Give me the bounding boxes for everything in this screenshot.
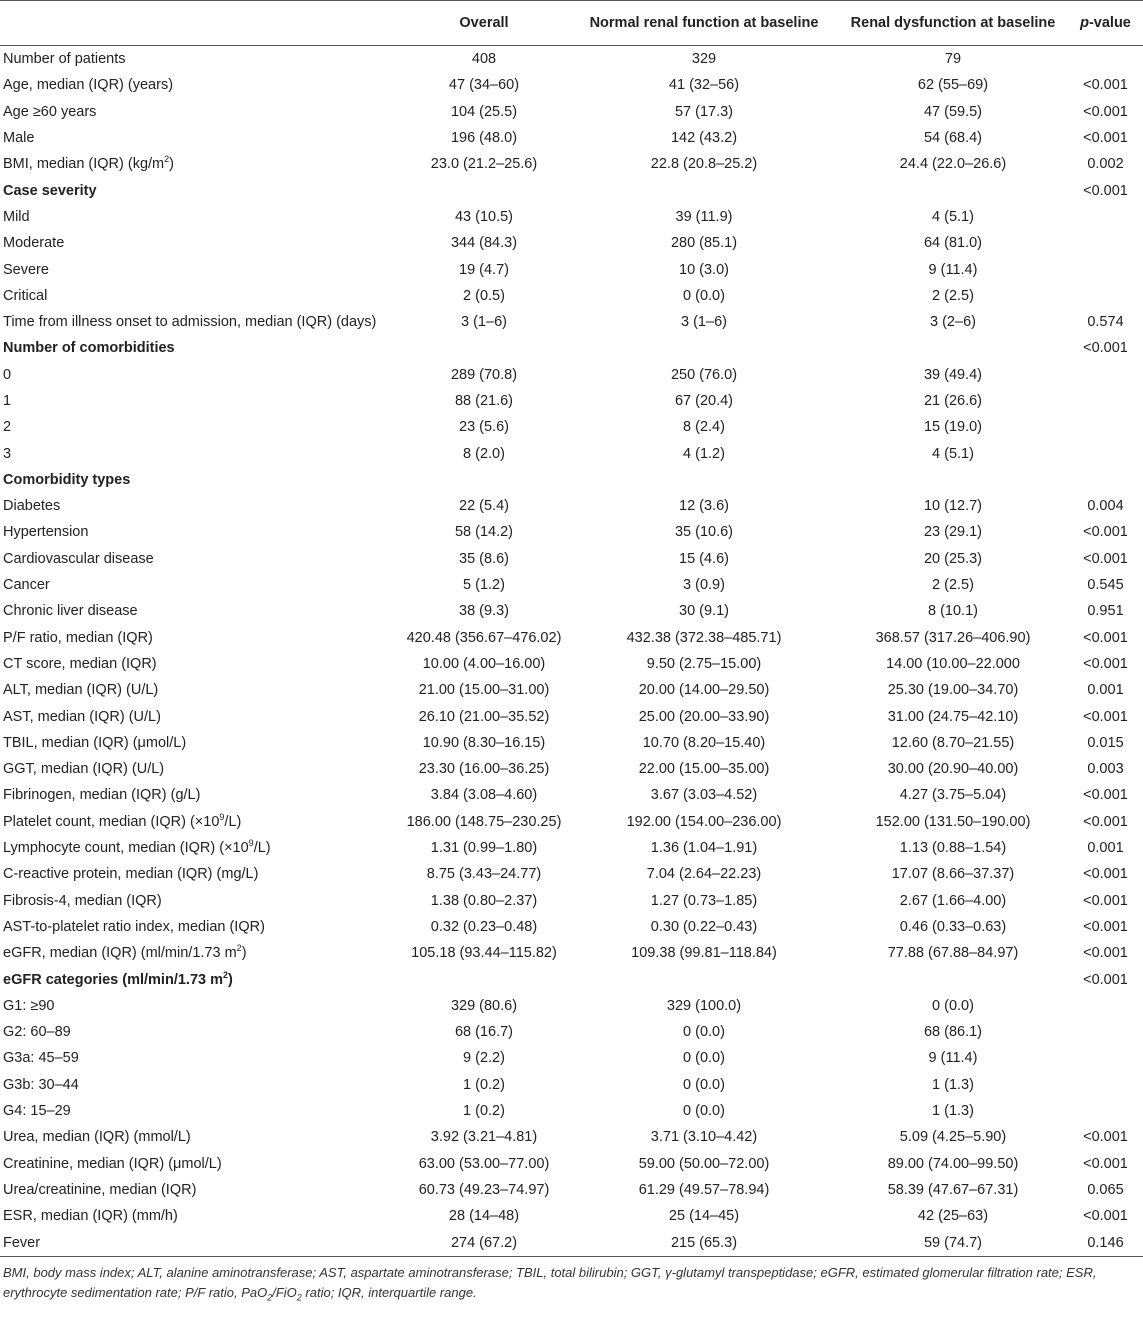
row-label: G3b: 30–44 [3, 1076, 79, 1093]
cell-normal-renal: 57 (17.3) [674, 103, 734, 120]
cell-renal-dysfunction: 25.30 (19.00–34.70) [887, 682, 1019, 699]
cell-normal-renal: 3.67 (3.03–4.52) [650, 787, 758, 804]
cell-overall [398, 177, 570, 203]
cell-normal-renal: 1.36 (1.04–1.91) [650, 840, 758, 857]
cell-renal-dysfunction: 4 (5.1) [932, 445, 974, 462]
row-label: Urea, median (IQR) (mmol/L) [3, 1129, 191, 1146]
row-label: Fibrosis-4, median (IQR) [3, 892, 162, 909]
table-row [0, 1045, 1143, 1071]
cell-renal-dysfunction: 5.09 (4.25–5.90) [899, 1129, 1007, 1146]
cell-renal-dysfunction [838, 966, 1068, 992]
row-label: Critical [3, 287, 48, 304]
table-row [0, 151, 1143, 177]
table-row [0, 914, 1143, 940]
cell-p-value [1068, 230, 1143, 256]
cell-renal-dysfunction: 20 (25.3) [923, 550, 983, 567]
cell-p-value: <0.001 [1083, 945, 1128, 962]
cell-renal-dysfunction: 4.27 (3.75–5.04) [899, 787, 1007, 804]
cell-p-value: <0.001 [1083, 103, 1128, 120]
row-label: P/F ratio, median (IQR) [3, 629, 153, 646]
row-label: AST-to-platelet ratio index, median (IQR) [3, 918, 265, 935]
cell-renal-dysfunction: 4 (5.1) [932, 208, 974, 225]
cell-overall: 3.92 (3.21–4.81) [430, 1129, 538, 1146]
cell-renal-dysfunction: 42 (25–63) [917, 1208, 989, 1225]
cell-overall: 289 (70.8) [450, 366, 518, 383]
header-row [0, 1, 1143, 46]
cell-normal-renal: 61.29 (49.57–78.94) [638, 1181, 770, 1198]
cell-normal-renal: 4 (1.2) [683, 445, 725, 462]
cell-overall: 35 (8.6) [459, 550, 509, 567]
cell-normal-renal: 41 (32–56) [668, 77, 740, 94]
table-row [0, 1019, 1143, 1045]
table-row [0, 1124, 1143, 1150]
row-label: eGFR, median (IQR) (ml/min/1.73 $m^2$) [3, 943, 247, 962]
cell-overall: 2 (0.5) [463, 287, 505, 304]
cell-renal-dysfunction: 0 (0.0) [932, 997, 974, 1014]
cell-overall: 58 (14.2) [454, 524, 514, 541]
cell-renal-dysfunction: 10 (12.7) [923, 498, 983, 515]
cell-overall: 1.31 (0.99–1.80) [430, 840, 538, 857]
cell-overall: 408 [471, 51, 497, 68]
cell-normal-renal: 215 (65.3) [570, 1229, 838, 1256]
table-row [0, 125, 1143, 151]
row-label: Fibrinogen, median (IQR) (g/L) [3, 787, 201, 804]
cell-renal-dysfunction: 31.00 (24.75–42.10) [887, 708, 1019, 725]
row-label: Male [3, 130, 35, 147]
table-row [0, 809, 1143, 835]
table-row [0, 1229, 1143, 1256]
row-label: Platelet count, median (IQR) $(\times 10^9/L)$ [3, 811, 242, 830]
table-row [0, 677, 1143, 703]
cell-normal-renal: 10 (3.0) [679, 261, 729, 278]
cell-renal-dysfunction: 89.00 (74.00–99.50) [887, 1155, 1019, 1172]
row-label: G1: ≥90 [3, 997, 55, 1014]
cell-overall: 196 (48.0) [450, 130, 518, 147]
cell-normal-renal: 0 (0.0) [683, 287, 725, 304]
cell-p-value: <0.001 [1083, 892, 1128, 909]
table-row [0, 388, 1143, 414]
cell-p-value: 0.574 [1087, 314, 1124, 331]
cell-overall [398, 966, 570, 992]
table-row [0, 177, 1143, 203]
cell-overall: 19 (4.7) [459, 261, 509, 278]
cell-p-value: <0.001 [1083, 918, 1128, 935]
cell-renal-dysfunction: 54 (68.4) [923, 130, 983, 147]
cell-renal-dysfunction: 64 (81.0) [923, 235, 983, 252]
row-label: Chronic liver disease [3, 603, 138, 620]
table-row [0, 966, 1143, 992]
table-row [0, 309, 1143, 335]
row-label: 3 [3, 445, 12, 462]
cell-p-value [1068, 256, 1143, 282]
cell-p-value: <0.001 [1083, 1208, 1128, 1225]
cell-p-value [1068, 1098, 1143, 1124]
cell-normal-renal: 59.00 (50.00–72.00) [638, 1155, 770, 1172]
cell-normal-renal: 0 (0.0) [683, 1050, 725, 1067]
cell-renal-dysfunction [838, 335, 1068, 361]
table-row [0, 46, 1143, 73]
cell-overall: 0.32 (0.23–0.48) [430, 918, 538, 935]
table-row [0, 467, 1143, 493]
cell-normal-renal: 3 (0.9) [683, 577, 725, 594]
row-label: Time from illness onset to admission, median (IQR) (days) [3, 314, 377, 331]
cell-p-value [1068, 993, 1143, 1019]
cell-p-value: <0.001 [1083, 787, 1128, 804]
row-label: Cardiovascular disease [3, 550, 154, 567]
cell-renal-dysfunction: 79 [944, 51, 962, 68]
cell-normal-renal: 1.27 (0.73–1.85) [650, 892, 758, 909]
cell-renal-dysfunction: 152.00 (131.50–190.00) [875, 813, 1031, 830]
cell-normal-renal: 9.50 (2.75–15.00) [646, 655, 762, 672]
row-label: Cancer [3, 577, 50, 594]
table-row [0, 414, 1143, 440]
row-label: TBIL, median (IQR) (μmol/L) [3, 734, 187, 751]
cell-normal-renal [570, 177, 838, 203]
table-row [0, 204, 1143, 230]
cell-overall: 28 (14–48) [448, 1208, 520, 1225]
cell-p-value: <0.001 [1083, 971, 1128, 988]
row-label: C-reactive protein, median (IQR) (mg/L) [3, 866, 259, 883]
cell-normal-renal: 39 (11.9) [675, 208, 733, 225]
cell-p-value [1068, 204, 1143, 230]
cell-overall: 22 (5.4) [459, 498, 509, 515]
cell-overall: 88 (21.6) [454, 393, 514, 409]
table-row [0, 730, 1143, 756]
cell-p-value: 0.015 [1087, 734, 1124, 751]
row-label: Comorbidity types [3, 471, 131, 488]
table-row [0, 256, 1143, 282]
cell-renal-dysfunction: 9 (11.4) [928, 1050, 978, 1067]
cell-p-value [1068, 1019, 1143, 1045]
cell-p-value: 0.001 [1087, 840, 1124, 857]
row-label: Lymphocyte count, median (IQR) $(\times 10^9/L)$ [3, 838, 271, 857]
cell-normal-renal: 3.71 (3.10–4.42) [650, 1129, 758, 1146]
cell-p-value: 0.951 [1087, 603, 1124, 620]
cell-p-value [1068, 388, 1143, 414]
cell-p-value: <0.001 [1083, 655, 1128, 672]
row-label: ALT, median (IQR) (U/L) [3, 682, 159, 699]
cell-renal-dysfunction: 58.39 (47.67–67.31) [887, 1181, 1019, 1198]
cell-overall: 1 (0.2) [463, 1076, 505, 1093]
table-row [0, 940, 1143, 966]
cell-p-value: 0.065 [1087, 1181, 1124, 1198]
cell-normal-renal: 22.00 (15.00–35.00) [638, 761, 770, 778]
cell-p-value: <0.001 [1083, 1155, 1128, 1172]
cell-p-value [1068, 46, 1143, 73]
cell-normal-renal: 30 (9.1) [679, 603, 729, 620]
cell-normal-renal: 25 (14–45) [668, 1208, 740, 1225]
cell-normal-renal: 0.30 (0.22–0.43) [650, 918, 758, 935]
row-label: 1 [3, 393, 12, 409]
table-row [0, 72, 1143, 98]
row-label: Severe [3, 261, 49, 278]
cell-p-value [1068, 1072, 1143, 1098]
table-row [0, 1150, 1143, 1176]
cell-overall: 9 (2.2) [463, 1050, 505, 1067]
cell-renal-dysfunction: 24.4 (22.0–26.6) [899, 156, 1007, 173]
cell-overall: 3 (1–6) [461, 314, 507, 331]
table-row [0, 1177, 1143, 1203]
row-label: Number of comorbidities [3, 340, 175, 357]
cell-renal-dysfunction: 2 (2.5) [932, 287, 974, 304]
cell-overall: 5 (1.2) [463, 577, 505, 594]
cell-overall: 23 (5.6) [459, 419, 509, 436]
table-row [0, 283, 1143, 309]
cell-p-value: <0.001 [1083, 524, 1128, 541]
cell-normal-renal [570, 467, 838, 493]
cell-renal-dysfunction: 21 (26.6) [923, 393, 983, 409]
cell-p-value: 0.004 [1087, 498, 1124, 515]
cell-normal-renal: 0 (0.0) [683, 1103, 725, 1120]
cell-renal-dysfunction: 23 (29.1) [923, 524, 983, 541]
row-label: Diabetes [3, 498, 61, 515]
cell-overall: 23.0 (21.2–25.6) [430, 156, 538, 173]
cell-p-value [1068, 1045, 1143, 1071]
cell-overall: 10.00 (4.00–16.00) [422, 655, 546, 672]
cell-normal-renal: 250 (76.0) [670, 366, 738, 383]
cell-normal-renal: 35 (10.6) [674, 524, 734, 541]
cell-p-value: <0.001 [1083, 1129, 1128, 1146]
row-label: G3a: 45–59 [3, 1050, 79, 1067]
cell-overall: 23.30 (16.00–36.25) [418, 761, 550, 778]
row-label: Hypertension [3, 524, 89, 541]
cell-overall: 105.18 (93.44–115.82) [411, 945, 557, 962]
row-label: eGFR categories (ml/min/1.73 $m^2$) [3, 969, 233, 988]
cell-p-value: <0.001 [1083, 813, 1128, 830]
table-row [0, 835, 1143, 861]
cell-overall: 63.00 (53.00–77.00) [418, 1155, 550, 1172]
cell-overall: 60.73 (49.23–74.97) [418, 1181, 550, 1198]
cell-normal-renal: 142 (43.2) [670, 130, 738, 147]
cell-p-value: 0.545 [1087, 577, 1124, 594]
cell-overall: 186.00 (148.75–230.25) [406, 813, 562, 830]
cell-renal-dysfunction: 1 (1.3) [932, 1076, 974, 1093]
cell-p-value: <0.001 [1083, 629, 1128, 646]
cell-renal-dysfunction: 3 (2–6) [930, 314, 976, 331]
cell-p-value: <0.001 [1083, 866, 1128, 883]
cell-p-value: <0.001 [1083, 550, 1128, 567]
cell-normal-renal: 0 (0.0) [683, 1076, 725, 1093]
cell-normal-renal: 109.38 (99.81–118.84) [631, 945, 777, 962]
table-row [0, 546, 1143, 572]
cell-overall: 8 (2.0) [463, 445, 505, 462]
cell-overall: 47 (34–60) [448, 77, 520, 94]
row-label: Number of patients [3, 51, 126, 68]
cell-overall: 420.48 (356.67–476.02) [406, 629, 562, 646]
cell-overall: 104 (25.5) [450, 103, 518, 120]
table-row [0, 861, 1143, 887]
cell-normal-renal: 20.00 (14.00–29.50) [638, 682, 770, 699]
cell-normal-renal: 432.38 (372.38–485.71) [626, 629, 782, 646]
cell-normal-renal: 12 (3.6) [679, 498, 729, 515]
row-label: Creatinine, median (IQR) (μmol/L) [3, 1155, 222, 1172]
cell-p-value [1068, 283, 1143, 309]
cell-renal-dysfunction: 77.88 (67.88–84.97) [887, 945, 1019, 962]
cell-overall: 38 (9.3) [459, 603, 509, 620]
cell-renal-dysfunction: 68 (86.1) [923, 1024, 983, 1041]
row-label: Moderate [3, 235, 65, 252]
cell-normal-renal: 7.04 (2.64–22.23) [646, 866, 762, 883]
cell-normal-renal: 67 (20.4) [674, 393, 734, 409]
cell-overall: 8.75 (3.43–24.77) [426, 866, 542, 883]
table-row [0, 1203, 1143, 1229]
table-row [0, 230, 1143, 256]
row-label: BMI, median (IQR) $(kg/m^2)$ [3, 154, 174, 173]
cell-renal-dysfunction: 9 (11.4) [928, 261, 978, 278]
cell-renal-dysfunction: 2.67 (1.66–4.00) [899, 892, 1007, 909]
cell-p-value: <0.001 [1083, 708, 1128, 725]
table-row [0, 519, 1143, 545]
row-label: Mild [3, 208, 30, 225]
cell-overall: 1 (0.2) [463, 1103, 505, 1120]
row-label: G2: 60–89 [3, 1024, 71, 1041]
table-row [0, 756, 1143, 782]
cell-overall: 43 (10.5) [454, 208, 514, 225]
table-row [0, 888, 1143, 914]
cell-renal-dysfunction: 0.46 (0.33–0.63) [899, 918, 1007, 935]
cell-p-value: <0.001 [1083, 77, 1128, 94]
table-row [0, 335, 1143, 361]
row-label: AST, median (IQR) (U/L) [3, 708, 161, 725]
header-normal-renal: Normal renal function at baseline [570, 1, 838, 46]
cell-p-value: <0.001 [1083, 130, 1128, 147]
cell-normal-renal: 329 (100.0) [666, 997, 742, 1014]
cell-renal-dysfunction: 47 (59.5) [923, 103, 983, 120]
table-row [0, 1098, 1143, 1124]
cell-normal-renal: 192.00 (154.00–236.00) [626, 813, 782, 830]
cell-overall: 3.84 (3.08–4.60) [430, 787, 538, 804]
cell-overall [398, 335, 570, 361]
cell-renal-dysfunction: 368.57 (317.26–406.90) [875, 629, 1031, 646]
table-row [0, 440, 1143, 466]
row-label: CT score, median (IQR) [3, 655, 157, 672]
cell-normal-renal [570, 966, 838, 992]
cell-renal-dysfunction: 2 (2.5) [932, 577, 974, 594]
cell-renal-dysfunction: 12.60 (8.70–21.55) [891, 734, 1015, 751]
table-row [0, 362, 1143, 388]
table-row [0, 1072, 1143, 1098]
cell-overall: 68 (16.7) [454, 1024, 514, 1041]
table-row [0, 493, 1143, 519]
cell-overall: 274 (67.2) [398, 1229, 570, 1256]
row-label: Fever [0, 1229, 398, 1256]
header-overall: Overall [398, 1, 570, 46]
table-row [0, 651, 1143, 677]
row-label: G4: 15–29 [3, 1103, 71, 1120]
cell-renal-dysfunction: 1 (1.3) [932, 1103, 974, 1120]
cell-renal-dysfunction: 8 (10.1) [928, 603, 978, 620]
cell-p-value: 0.001 [1087, 682, 1124, 699]
cell-overall: 329 (80.6) [450, 997, 518, 1014]
header-p-value: p-value [1068, 1, 1143, 46]
header-renal-dysfunction: Renal dysfunction at baseline [838, 1, 1068, 46]
table-footnote: BMI, body mass index; ALT, alanine aminotransferase; AST, aspartate aminotransferase; TBIL, total bilirubin; GGT, γ-glutamyl transpeptidase; eGFR, estimated glomerular filtration rate; ESR, erythrocyte sedimentation rate; P/F ratio, PaO$_2$/FiO$_2$ ratio; IQR, interquartile range. [3, 1264, 1097, 1303]
cell-normal-renal: 329 [691, 51, 717, 68]
cell-overall [398, 467, 570, 493]
cell-overall: 344 (84.3) [450, 235, 518, 252]
cell-normal-renal: 0 (0.0) [683, 1024, 725, 1041]
cell-p-value: <0.001 [1083, 340, 1128, 357]
cell-overall: 1.38 (0.80–2.37) [430, 892, 538, 909]
cell-renal-dysfunction: 1.13 (0.88–1.54) [899, 840, 1007, 857]
row-label: ESR, median (IQR) (mm/h) [3, 1208, 178, 1225]
cell-renal-dysfunction: 30.00 (20.90–40.00) [887, 761, 1019, 778]
cell-renal-dysfunction: 17.07 (8.66–37.37) [891, 866, 1015, 883]
cell-p-value: 0.003 [1087, 761, 1124, 778]
row-label: Age ≥60 years [3, 103, 97, 120]
cell-overall: 10.90 (8.30–16.15) [422, 734, 546, 751]
cell-overall: 21.00 (15.00–31.00) [418, 682, 550, 699]
cell-p-value [1068, 362, 1143, 388]
cell-p-value [1068, 440, 1143, 466]
cell-normal-renal: 3 (1–6) [681, 314, 727, 331]
row-label: 0 [3, 366, 12, 383]
table-row [0, 993, 1143, 1019]
cell-normal-renal: 10.70 (8.20–15.40) [642, 734, 766, 751]
table-row [0, 598, 1143, 624]
cell-normal-renal: 22.8 (20.8–25.2) [650, 156, 758, 173]
table-row [0, 625, 1143, 651]
table-row [0, 703, 1143, 729]
cell-renal-dysfunction: 59 (74.7) [838, 1229, 1068, 1256]
cell-normal-renal: 25.00 (20.00–33.90) [638, 708, 770, 725]
row-label: Urea/creatinine, median (IQR) [3, 1181, 197, 1198]
cell-normal-renal: 280 (85.1) [670, 235, 738, 252]
table-row [0, 99, 1143, 125]
row-label: GGT, median (IQR) (U/L) [3, 761, 165, 778]
cell-p-value: 0.146 [1068, 1229, 1143, 1256]
cell-normal-renal [570, 335, 838, 361]
cell-renal-dysfunction: 15 (19.0) [923, 419, 983, 436]
cell-normal-renal: 8 (2.4) [683, 419, 725, 436]
cell-renal-dysfunction: 39 (49.4) [923, 366, 983, 383]
cell-normal-renal: 15 (4.6) [679, 550, 729, 567]
row-label: Age, median (IQR) (years) [3, 77, 174, 94]
table-row [0, 572, 1143, 598]
cell-p-value [1068, 467, 1143, 493]
cell-renal-dysfunction [838, 467, 1068, 493]
row-label: 2 [3, 419, 12, 436]
cell-p-value: 0.002 [1087, 156, 1124, 173]
header-label [0, 1, 398, 46]
row-label: Case severity [3, 182, 97, 199]
cell-renal-dysfunction [838, 177, 1068, 203]
cell-p-value [1068, 414, 1143, 440]
cell-renal-dysfunction: 62 (55–69) [917, 77, 989, 94]
cell-p-value: <0.001 [1083, 182, 1128, 199]
table-row [0, 782, 1143, 808]
cell-overall: 26.10 (21.00–35.52) [418, 708, 550, 725]
cell-renal-dysfunction: 14.00 (10.00–22.000 [886, 655, 1020, 672]
table-body [0, 46, 1143, 1257]
